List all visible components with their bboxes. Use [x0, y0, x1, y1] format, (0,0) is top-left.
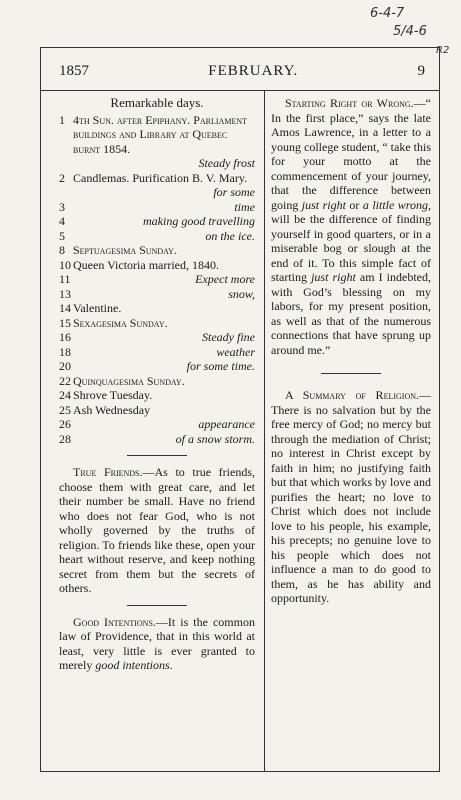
day-number: 16: [59, 330, 71, 344]
good-intentions-body: —It is the common law of Providence, that in this world at least, very little is ever granted to merely: [59, 614, 255, 672]
day-number: 28: [59, 431, 71, 446]
day-number: 25: [59, 402, 71, 417]
day-number: 14: [59, 301, 71, 315]
day-number: [59, 156, 73, 171]
starting-right-heading: Starting Right or Wrong.: [285, 96, 414, 110]
day-text: for some time.: [186, 359, 255, 373]
day-text: Steady fine: [202, 330, 255, 344]
good-intentions-end: .: [169, 658, 173, 672]
year: 1857: [59, 62, 89, 79]
handwritten-note-3: R2: [436, 45, 450, 56]
divider: [127, 455, 187, 456]
day-text: Queen Victoria married, 1840.: [73, 257, 220, 272]
starting-right-body-2: or: [345, 197, 363, 212]
day-text: 4th Sun. after Epiphany. Parliament buildings and Library at Quebec burnt 1854.: [73, 112, 248, 156]
day-entry: [59, 417, 255, 432]
day-entry: [59, 374, 255, 389]
day-text: appearance: [198, 417, 255, 431]
header-rule: [41, 90, 439, 91]
starting-right-body-4: am I indebted, with God’s blessing on my labors, for my present position, as well as that of the numerous connections that have sprung up around me.”: [271, 270, 431, 357]
starting-right-body-3: , will be the difference of finding yourself in good quarters, or in a miserable bog or slough at the end of it. To this simple fact of starting: [271, 197, 431, 284]
left-column: [59, 96, 255, 673]
day-entry: [59, 316, 255, 331]
day-text: Septuagesima Sunday.: [73, 243, 177, 257]
good-intentions-heading: Good Intentions.: [73, 614, 156, 629]
page-number: 9: [417, 62, 425, 79]
day-entry: [59, 301, 255, 316]
right-column: [271, 96, 431, 606]
good-intentions-paragraph: [59, 615, 255, 673]
day-entry: [59, 345, 255, 360]
day-text: time: [234, 199, 255, 214]
day-number: 3: [59, 199, 65, 214]
divider: [321, 373, 381, 374]
day-entry: [59, 388, 255, 403]
day-number: 1: [59, 112, 65, 127]
true-friends-paragraph: [59, 465, 255, 596]
day-number: 20: [59, 359, 71, 373]
summary-religion-body: —There is no salvation but by the free mercy of God; no mercy but through the mediation of Christ; no interest in Christ except by faith in him; no justifying faith but that which works by love and purifies the heart; no love to Christ which does not include love to his people, his example, his precepts; no genuine love to his people which does not influence a man to do good to them, as he has ability and opportunity.: [271, 388, 431, 605]
day-text: on the ice.: [205, 228, 255, 243]
day-number: 2: [59, 170, 65, 185]
day-entry: [59, 185, 255, 200]
day-number: 8: [59, 243, 65, 257]
day-entry: [59, 156, 255, 171]
day-number: 10: [59, 257, 71, 272]
day-number: 18: [59, 344, 71, 359]
day-entry: [59, 287, 255, 302]
remarkable-days-title: Remarkable days.: [110, 95, 204, 110]
starting-right-paragraph: [271, 96, 431, 357]
starting-right-italic-1: just right: [301, 197, 346, 212]
page-header: [41, 60, 439, 82]
summary-religion-heading: A Summary of Religion.: [285, 388, 419, 402]
starting-right-italic-2: a little wrong: [362, 197, 428, 212]
day-text: making good travelling: [143, 214, 255, 228]
day-number: 26: [59, 417, 71, 431]
day-number: 22: [59, 373, 71, 388]
month-title: FEBRUARY.: [208, 62, 299, 79]
day-entry: [59, 359, 255, 374]
true-friends-heading: True Friends.: [73, 465, 143, 479]
day-text: weather: [216, 344, 255, 359]
day-entry: [59, 243, 255, 258]
day-entry: [59, 214, 255, 229]
good-intentions-italic: good intentions: [95, 658, 170, 672]
starting-right-body-1: —“ In the first place,” says the late Amos Lawrence, in a letter to a young college student, “ take this for your motto at the commencement of your journey, that the difference between going: [271, 96, 431, 212]
day-entry: [59, 272, 255, 287]
day-text: of a snow storm.: [175, 431, 255, 446]
handwritten-note-1: 6-4-7: [370, 6, 405, 21]
day-text: snow,: [228, 286, 255, 301]
days-list: [59, 113, 255, 447]
day-text: Expect more: [195, 272, 255, 286]
day-text: Shrove Tuesday.: [73, 388, 153, 402]
day-text: for some: [213, 185, 255, 199]
day-number: 15: [59, 315, 71, 330]
almanac-page: [40, 47, 440, 772]
day-text: Candlemas. Purification B. V. Mary.: [73, 170, 248, 185]
divider: [127, 605, 187, 606]
day-entry: [59, 229, 255, 244]
day-text: Ash Wednesday: [73, 402, 151, 417]
true-friends-body: —As to true friends, choose them with great care, and let their number be small. Have no friend who does not fear God, who is not wholly governed by the truths of religion. To friends like these, open your heart without reserve, and keep nothing secret from them but the secrets of others.: [59, 465, 255, 595]
day-entry: [59, 432, 255, 447]
day-number: 4: [59, 214, 65, 228]
day-number: [59, 185, 73, 200]
day-entry: [59, 200, 255, 215]
handwritten-note-2: 5/4-6: [393, 24, 427, 39]
day-number: 13: [59, 286, 71, 301]
day-number: 5: [59, 228, 65, 243]
summary-religion-paragraph: [271, 388, 431, 606]
column-divider: [264, 91, 265, 771]
starting-right-italic-3: just right: [311, 270, 356, 284]
day-text: Steady frost: [198, 156, 255, 170]
day-text: Sexagesima Sunday.: [73, 315, 168, 330]
day-entry: [59, 113, 255, 157]
day-number: 24: [59, 388, 71, 402]
day-number: 11: [59, 272, 71, 286]
day-text: Valentine.: [73, 301, 122, 315]
day-entry: [59, 330, 255, 345]
day-entry: [59, 403, 255, 418]
day-entry: [59, 171, 255, 186]
day-text: Quinquagesima Sunday.: [73, 373, 185, 388]
day-entry: [59, 258, 255, 273]
